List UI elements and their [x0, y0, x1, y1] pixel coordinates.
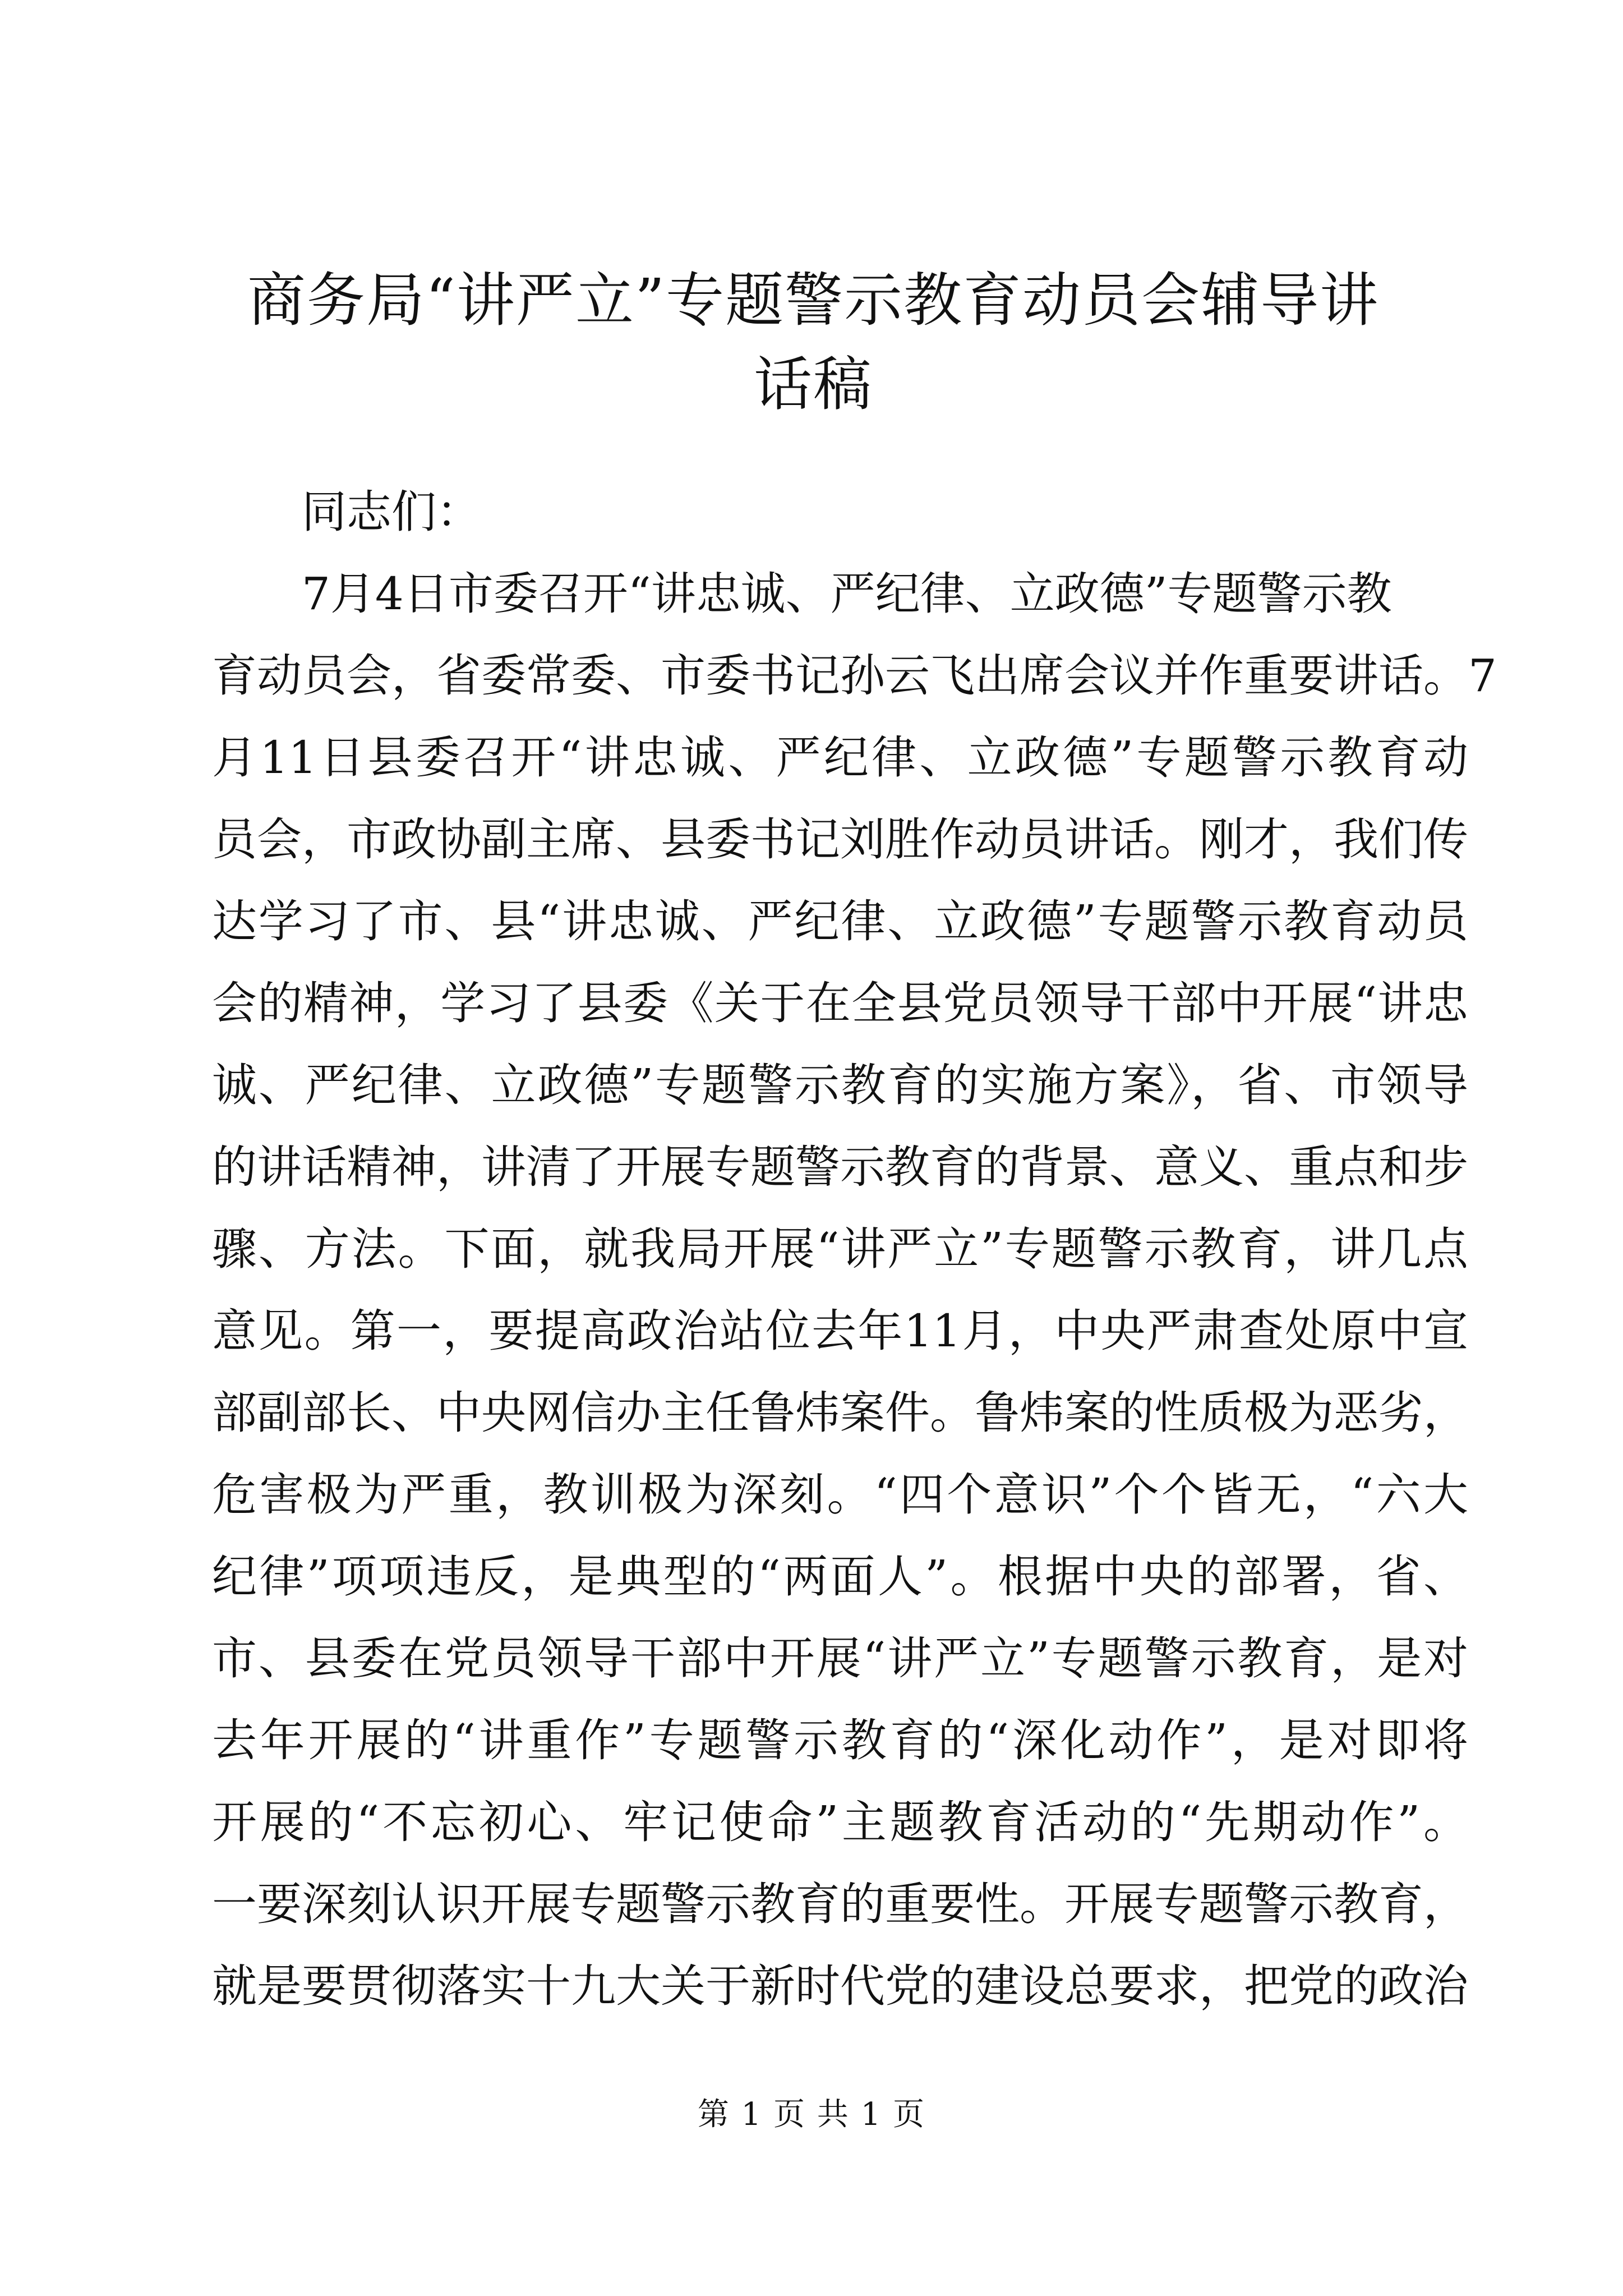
paragraph-line: 就是要贯彻落实十九大关于新时代党的建设总要求，把党的政治: [212, 1960, 1468, 2012]
paragraph-line: 意见。第一，要提高政治站位去年11月，中央严肃查处原中宣: [212, 1305, 1468, 1357]
paragraph-line: 育动员会，省委常委、市委书记孙云飞出席会议并作重要讲话。7: [212, 650, 1497, 702]
paragraph-line: 部副部长、中央网信办主任鲁炜案件。鲁炜案的性质极为恶劣，: [212, 1387, 1468, 1439]
title-line-2: 话稿: [753, 350, 873, 418]
title-line-1: 商务局“讲严立”专题警示教育动员会辅导讲: [247, 266, 1380, 334]
paragraph-line: 月11日县委召开“讲忠诚、严纪律、立政德”专题警示教育动: [212, 731, 1468, 784]
document-title: [168, 258, 1458, 426]
paragraph-line: 员会，市政协副主席、县委书记刘胜作动员讲话。刚才，我们传: [212, 813, 1468, 866]
paragraph-line: 危害极为严重，教训极为深刻。“四个意识”个个皆无，“六大: [212, 1469, 1468, 1521]
document-body: [212, 471, 1497, 2027]
paragraph-line: 达学习了市、县“讲忠诚、严纪律、立政德”专题警示教育动员: [212, 895, 1468, 947]
paragraph-line: 会的精神，学习了县委《关于在全县党员领导干部中开展“讲忠: [212, 977, 1468, 1029]
paragraph-line: 7月4日市委召开“讲忠诚、严纪律、立政德”专题警示教: [302, 568, 1392, 620]
paragraph-line: 的讲话精神，讲清了开展专题警示教育的背景、意义、重点和步: [212, 1141, 1468, 1193]
paragraph-line: 一要深刻认识开展专题警示教育的重要性。开展专题警示教育，: [212, 1878, 1468, 1930]
paragraph-line: 诚、严纪律、立政德”专题警示教育的实施方案》，省、市领导: [212, 1059, 1468, 1111]
paragraph-line: 去年开展的“讲重作”专题警示教育的“深化动作”，是对即将: [212, 1714, 1468, 1766]
paragraph-line: 纪律”项项违反，是典型的“两面人”。根据中央的部署，省、: [212, 1550, 1468, 1603]
page-footer: 第 1 页 共 1 页: [697, 2096, 926, 2133]
paragraph-line: 开展的“不忘初心、牢记使命”主题教育活动的“先期动作”。: [212, 1796, 1468, 1848]
paragraph-line: 市、县委在党员领导干部中开展“讲严立”专题警示教育，是对: [212, 1632, 1468, 1685]
paragraph-line: 骤、方法。下面，就我局开展“讲严立”专题警示教育，讲几点: [212, 1223, 1468, 1275]
salutation: 同志们：: [302, 486, 481, 538]
